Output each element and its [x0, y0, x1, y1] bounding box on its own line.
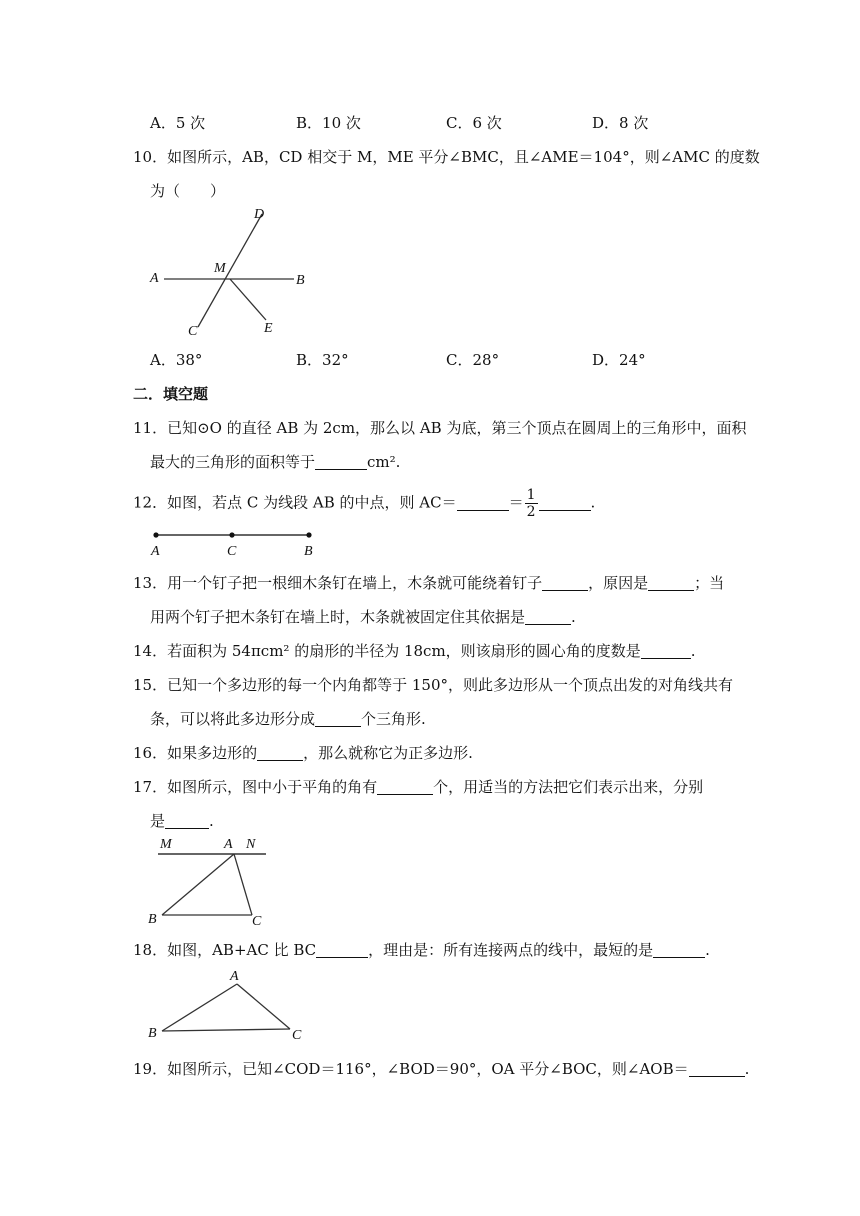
- q11-line2: 最大的三角形的面积等于 cm².: [150, 453, 401, 471]
- q10-label-a: A: [150, 271, 159, 286]
- q17-figure: [146, 834, 276, 930]
- q18-label-c: C: [292, 1028, 302, 1043]
- q17-label-n: N: [246, 837, 256, 852]
- q11-line1: 11．已知⊙O 的直径 AB 为 2cm，那么以 AB 为底，第三个顶点在圆周上的三角形中，面积: [133, 419, 747, 437]
- q10-option-c: C．28°: [446, 351, 500, 369]
- q19-line: 19．如图所示，已知∠COD＝116°，∠BOD＝90°，OA 平分∠BOC，则∠AOB＝ .: [133, 1060, 750, 1078]
- q18-line: 18．如图，AB+AC 比 BC ，理由是：所有连接两点的线中，最短的是 .: [133, 941, 710, 959]
- q14-blank: [641, 643, 691, 659]
- q18-blank2: [653, 942, 705, 958]
- q18-figure: [146, 966, 306, 1044]
- q18-label-b: B: [148, 1026, 157, 1041]
- q13-blank1: [542, 575, 588, 591]
- q17-line1: 17．如图所示，图中小于平角的角有 个，用适当的方法把它们表示出来，分别: [133, 778, 704, 796]
- q10-label-e: E: [264, 321, 273, 336]
- q12-figure: [146, 524, 326, 560]
- q13-blank2: [648, 575, 694, 591]
- q13-blank3: [525, 609, 571, 625]
- q12-label-b: B: [304, 544, 313, 559]
- q10-option-d: D．24°: [592, 351, 646, 369]
- q17-blank1: [377, 779, 433, 795]
- q17-label-a: A: [224, 837, 233, 852]
- q18-label-a: A: [230, 969, 239, 984]
- q17-label-b: B: [148, 912, 157, 927]
- q10-figure: [146, 202, 310, 342]
- q10-option-a: A．38°: [150, 351, 203, 369]
- q15-line2: 条，可以将此多边形分成 个三角形.: [150, 710, 426, 728]
- q17-label-m: M: [160, 837, 172, 852]
- q13-line2: 用两个钉子把木条钉在墙上时，木条就被固定住其依据是 .: [150, 608, 576, 626]
- q12-fraction: $\frac{1}{2}$: [526, 487, 536, 520]
- q11-blank: [315, 454, 367, 470]
- q10-option-b: B．32°: [296, 351, 349, 369]
- q15-blank: [315, 711, 361, 727]
- q12-blank1: [457, 495, 509, 511]
- q19-blank: [689, 1061, 745, 1077]
- q12-blank2: [539, 495, 591, 511]
- q9-option-c: C．6 次: [446, 114, 502, 132]
- q16-line: 16．如果多边形的 ，那么就称它为正多边形.: [133, 744, 473, 762]
- q9-option-a: A．5 次: [150, 114, 206, 132]
- section-title: 二．填空题: [133, 385, 209, 403]
- q10-text-line2: 为（ ）: [150, 182, 226, 200]
- q9-option-d: D．8 次: [592, 114, 649, 132]
- q17-label-c: C: [252, 914, 262, 929]
- q12-label-c: C: [227, 544, 237, 559]
- q17-line2: 是 .: [150, 812, 214, 830]
- q10-label-d: D: [254, 207, 265, 222]
- q16-blank: [257, 745, 303, 761]
- q10-text-line1: 10．如图所示，AB，CD 相交于 M，ME 平分∠BMC，且∠AME＝104°，则∠AMC 的度数: [133, 148, 760, 166]
- q15-line1: 15．已知一个多边形的每一个内角都等于 150°，则此多边形从一个顶点出发的对角线共有: [133, 676, 733, 694]
- q10-label-m: M: [214, 261, 226, 276]
- q17-blank2: [165, 813, 209, 829]
- q10-label-b: B: [296, 273, 305, 288]
- q14-line: 14．若面积为 54πcm² 的扇形的半径为 18cm，则该扇形的圆心角的度数是 .: [133, 642, 696, 660]
- q12-label-a: A: [151, 544, 160, 559]
- q18-blank1: [316, 942, 368, 958]
- q12-line: 12．如图，若点 C 为线段 AB 的中点，则 AC＝ ＝ $\frac{1}{2}$ .: [133, 487, 596, 520]
- q13-line1: 13．用一个钉子把一根细木条钉在墙上，木条就可能绕着钉子 ，原因是 ；当: [133, 574, 725, 592]
- q9-option-b: B．10 次: [296, 114, 361, 132]
- q10-label-c: C: [188, 324, 198, 339]
